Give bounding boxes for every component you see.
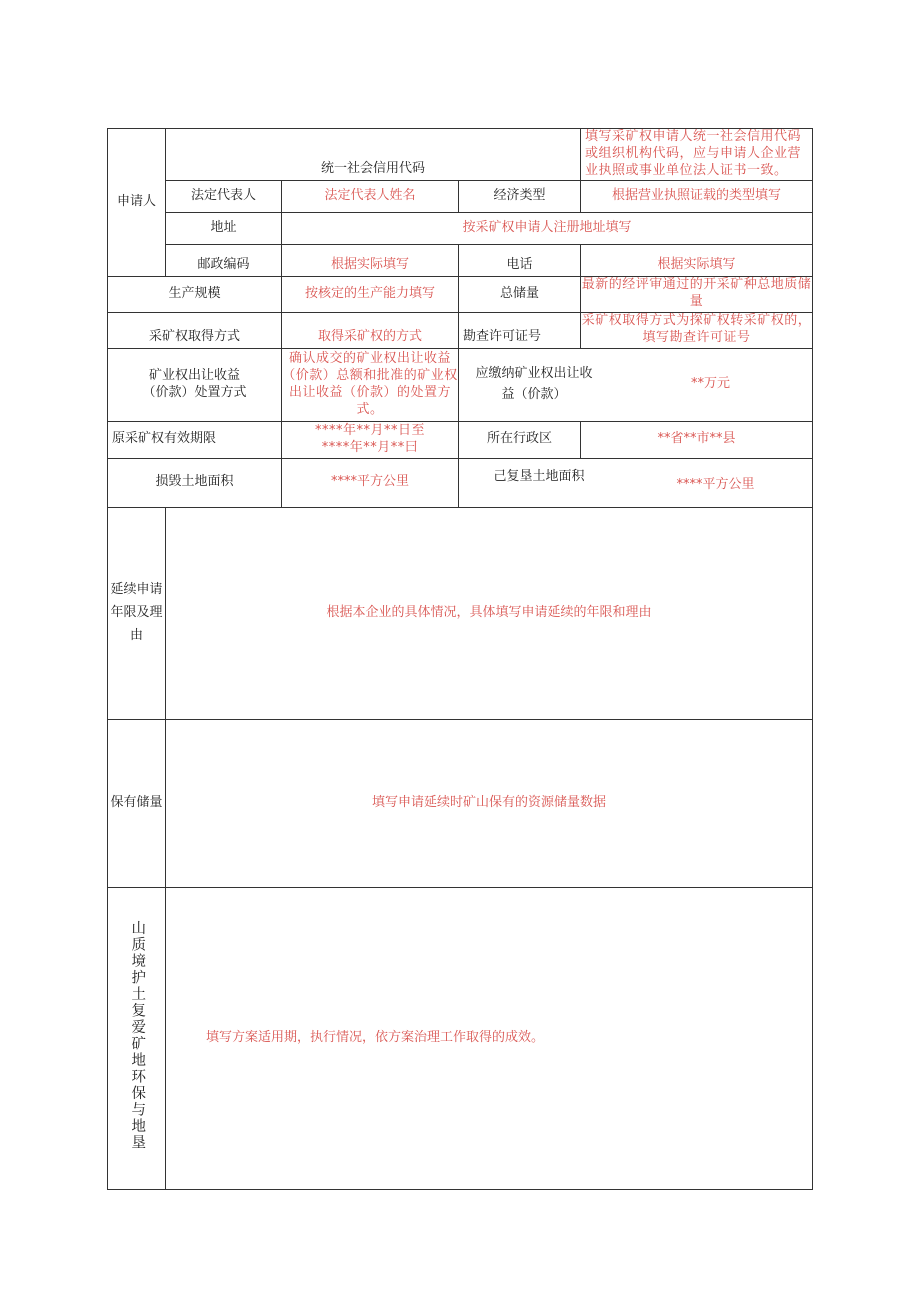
revenue-disposal-field[interactable]: 确认成交的矿业权出让收益（价款）总额和批准的矿业权出让收益（价款）的处置方式。: [282, 348, 459, 421]
reclaimed-land-field[interactable]: ****平方公里: [676, 477, 755, 493]
damaged-land-field[interactable]: ****平方公里: [282, 458, 459, 507]
revenue-due-field[interactable]: **万元: [691, 376, 731, 392]
legal-rep-field[interactable]: 法定代表人姓名: [282, 180, 459, 212]
exploration-permit-label: 勘查许可证号: [459, 312, 581, 348]
phone-field[interactable]: 根据实际填写: [581, 244, 813, 276]
revenue-disposal-label: [108, 348, 282, 421]
revenue-due-label-line2: 益（价款）: [501, 386, 567, 402]
revenue-due-label: [459, 364, 609, 406]
revenue-label-line2: （价款）处置方式: [142, 384, 247, 400]
validity-period-label: 原采矿权有效期限: [108, 421, 282, 458]
application-form-table: [107, 128, 813, 1190]
extension-reason-field[interactable]: 根据本企业的具体情况，具体填写申请延续的年限和理由: [166, 507, 813, 719]
extension-reason-label: 延续申请年限及理由: [108, 507, 166, 719]
acquisition-method-label: 采矿权取得方式: [108, 312, 282, 348]
credit-code-field[interactable]: 填写采矿权申请人统一社会信用代码或组织机构代码，应与申请人企业营业执照或事业单位法人证书一致。: [581, 129, 813, 181]
reclaimed-land-label: 己复垦土地面积: [493, 468, 585, 484]
applicant-section-label: 申请人: [108, 129, 166, 277]
postal-code-field[interactable]: 根据实际填写: [282, 244, 459, 276]
restoration-label-text: 山质境护土复爱矿地环保与地垦: [129, 919, 146, 1151]
validity-period-field[interactable]: [282, 421, 459, 458]
damaged-land-label: 损毁土地面积: [108, 458, 282, 507]
restoration-field[interactable]: 填写方案适用期，执行情况，依方案治理工作取得的成效。: [166, 887, 813, 1189]
address-label: 地址: [166, 212, 282, 244]
phone-label: 电话: [459, 244, 581, 276]
revenue-label-line1: 矿业权出让收益: [148, 367, 240, 383]
revenue-due-label-line1: 应缴纳矿业权出让收: [475, 365, 593, 381]
credit-code-label: 统一社会信用代码: [166, 129, 581, 181]
validity-start: ****年**月**日至: [314, 422, 425, 438]
production-scale-field[interactable]: 按核定的生产能力填写: [282, 276, 459, 312]
total-reserve-field[interactable]: 最新的经评审通过的开采矿种总地质储量: [581, 276, 813, 312]
retained-reserve-label: 保有储量: [108, 719, 166, 887]
retained-reserve-field[interactable]: 填写申请延续时矿山保有的资源储量数据: [166, 719, 813, 887]
exploration-permit-field[interactable]: 采矿权取得方式为探矿权转采矿权的，填写勘查许可证号: [581, 312, 813, 348]
legal-rep-label: 法定代表人: [166, 180, 282, 212]
production-scale-label: 生产规模: [108, 276, 282, 312]
restoration-label: [108, 887, 166, 1189]
admin-region-field[interactable]: **省**市**县: [581, 421, 813, 458]
revenue-due-cell: [459, 348, 813, 421]
postal-code-label: 邮政编码: [166, 244, 282, 276]
econ-type-label: 经济类型: [459, 180, 581, 212]
econ-type-field[interactable]: 根据营业执照证载的类型填写: [581, 180, 813, 212]
address-field[interactable]: 按采矿权申请人注册地址填写: [282, 212, 813, 244]
acquisition-method-field[interactable]: 取得采矿权的方式: [282, 312, 459, 348]
total-reserve-label: 总储量: [459, 276, 581, 312]
admin-region-label: 所在行政区: [459, 421, 581, 458]
validity-end: ****年**月**曰: [321, 439, 419, 455]
reclaimed-land-cell: [459, 458, 813, 507]
